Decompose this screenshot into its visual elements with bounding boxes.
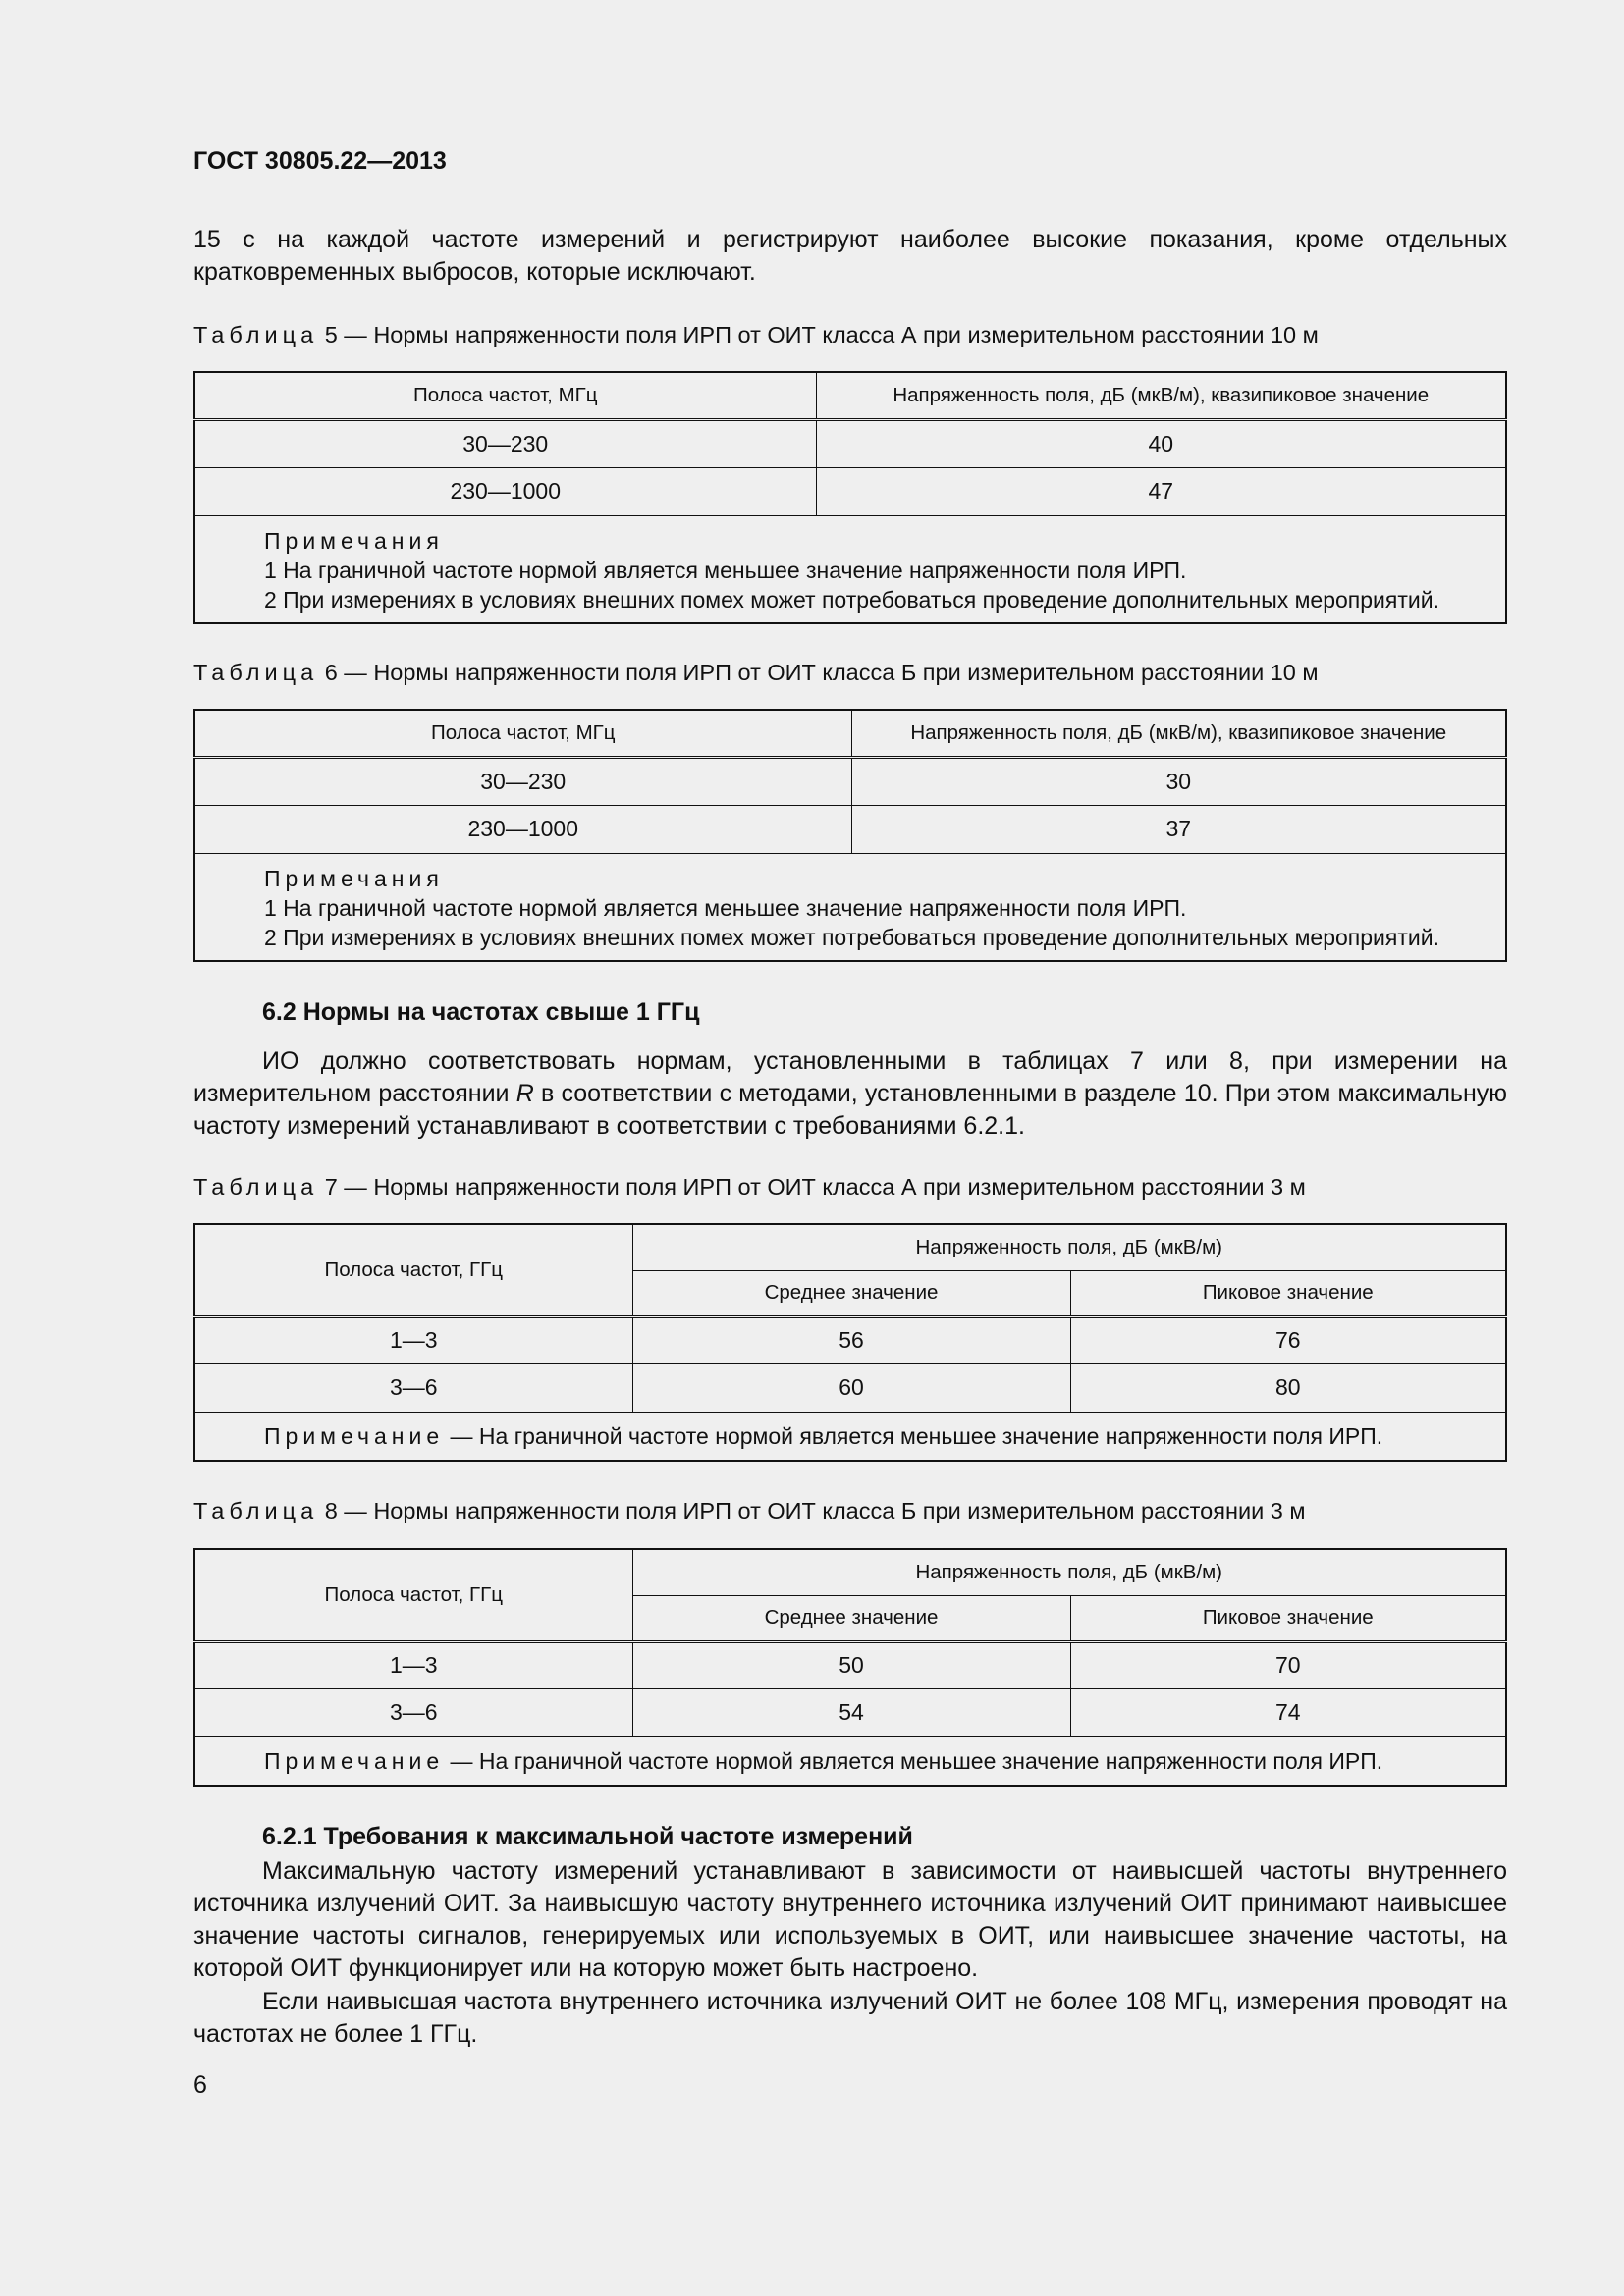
table-note-row <box>194 515 1506 623</box>
table-cell: 50 <box>632 1641 1070 1688</box>
table7-caption <box>193 1174 1306 1201</box>
table-cell: 30—230 <box>194 757 851 805</box>
table-header-cell: Среднее значение <box>632 1270 1070 1316</box>
table-header-cell: Полоса частот, ГГц <box>194 1549 632 1641</box>
table7-caption-word: Таблица <box>193 1174 319 1200</box>
table-cell: 30—230 <box>194 419 816 467</box>
note-title: Примечания <box>264 527 444 554</box>
note-line: 2 При измерениях в условиях внешних помех может потребоваться проведение дополнительных мероприятий. <box>264 924 1439 950</box>
table8-caption-word: Таблица <box>193 1498 319 1523</box>
note-title: Примечания <box>264 865 444 891</box>
table8-caption-text: 8 — Нормы напряженности поля ИРП от ОИТ класса Б при измерительном расстоянии 3 м <box>324 1498 1306 1523</box>
document-header: ГОСТ 30805.22—2013 <box>193 147 447 175</box>
section-6-2-1-paragraph-1: Максимальную частоту измерений устанавливают в зависимости от наивысшей частоты внутреннего источника излучений ОИТ. За наивысшую частоту внутреннего источника излучений ОИТ принимают наивысшее значение частоты сигналов, генерируемых или используемых в ОИТ, или наивысшее значение частоты, на которой ОИТ функционирует или на которую может быть настроено. <box>193 1857 1507 1982</box>
table-cell: 70 <box>1070 1641 1506 1688</box>
table-header-cell: Напряженность поля, дБ (мкВ/м), квазипиковое значение <box>816 372 1506 419</box>
table5-caption <box>193 322 1319 348</box>
table-header-cell: Напряженность поля, дБ (мкВ/м) <box>632 1224 1506 1270</box>
table-cell: 54 <box>632 1688 1070 1736</box>
table-note-row <box>194 1412 1506 1461</box>
table-cell: 37 <box>851 805 1506 853</box>
table-cell: 3—6 <box>194 1688 632 1736</box>
table5-caption-word: Таблица <box>193 322 319 347</box>
table-cell: 230—1000 <box>194 805 851 853</box>
table-cell: 74 <box>1070 1688 1506 1736</box>
table-note-row <box>194 1736 1506 1786</box>
page-number: 6 <box>193 2071 207 2099</box>
table-row <box>194 467 1506 515</box>
table6-caption-word: Таблица <box>193 660 319 685</box>
table-row <box>194 1363 1506 1412</box>
table-note <box>194 515 1506 623</box>
table-header-cell: Напряженность поля, дБ (мкВ/м), квазипиковое значение <box>851 710 1506 757</box>
table-header-cell: Среднее значение <box>632 1595 1070 1641</box>
table-header-row <box>194 1224 1506 1270</box>
table-cell: 3—6 <box>194 1363 632 1412</box>
note-title: Примечание <box>264 1422 445 1449</box>
table-header-cell: Полоса частот, ГГц <box>194 1224 632 1316</box>
table-note <box>194 853 1506 961</box>
table-header-cell: Пиковое значение <box>1070 1270 1506 1316</box>
section-6-2-1-paragraph-2: Если наивысшая частота внутреннего источника излучений ОИТ не более 108 МГц, измерения проводят на частотах не более 1 ГГц. <box>193 1988 1507 2048</box>
section-6-2-paragraph <box>193 1045 1507 1143</box>
table7-caption-text: 7 — Нормы напряженности поля ИРП от ОИТ класса А при измерительном расстоянии 3 м <box>324 1174 1306 1200</box>
table6-caption <box>193 660 1319 686</box>
table-header-cell: Полоса частот, МГц <box>194 710 851 757</box>
table-cell: 56 <box>632 1316 1070 1363</box>
section-6-2-text-r: R <box>515 1080 534 1107</box>
table-cell: 47 <box>816 467 1506 515</box>
table-cell: 1—3 <box>194 1641 632 1688</box>
note-line: 2 При измерениях в условиях внешних помех может потребоваться проведение дополнительных мероприятий. <box>264 586 1439 613</box>
table-cell: 76 <box>1070 1316 1506 1363</box>
table-note-row <box>194 853 1506 961</box>
table-cell: 60 <box>632 1363 1070 1412</box>
note-title: Примечание <box>264 1747 445 1774</box>
table8 <box>193 1548 1507 1787</box>
table-row <box>194 419 1506 467</box>
note-line: — На граничной частоте нормой является меньшее значение напряженности поля ИРП. <box>444 1747 1383 1774</box>
section-6-2-1-title: 6.2.1 Требования к максимальной частоте измерений <box>262 1823 913 1850</box>
table-header-cell: Напряженность поля, дБ (мкВ/м) <box>632 1549 1506 1595</box>
table-cell: 230—1000 <box>194 467 816 515</box>
table5 <box>193 371 1507 624</box>
table-cell: 30 <box>851 757 1506 805</box>
table-row <box>194 1316 1506 1363</box>
table-row <box>194 1688 1506 1736</box>
table8-caption <box>193 1498 1306 1524</box>
note-line: 1 На граничной частоте нормой является меньшее значение напряженности поля ИРП. <box>264 557 1187 583</box>
table-note <box>194 1736 1506 1786</box>
intro-paragraph: 15 с на каждой частоте измерений и регистрируют наиболее высокие показания, кроме отдельных кратковременных выбросов, которые исключают. <box>193 226 1507 286</box>
table5-caption-text: 5 — Нормы напряженности поля ИРП от ОИТ класса А при измерительном расстоянии 10 м <box>324 322 1319 347</box>
table6-caption-text: 6 — Нормы напряженности поля ИРП от ОИТ класса Б при измерительном расстоянии 10 м <box>324 660 1319 685</box>
table-row <box>194 1641 1506 1688</box>
table-note <box>194 1412 1506 1461</box>
table-row <box>194 757 1506 805</box>
table-cell: 40 <box>816 419 1506 467</box>
table6 <box>193 709 1507 962</box>
table7 <box>193 1223 1507 1462</box>
note-line: 1 На граничной частоте нормой является меньшее значение напряженности поля ИРП. <box>264 894 1187 921</box>
table-header-cell: Пиковое значение <box>1070 1595 1506 1641</box>
table-row <box>194 805 1506 853</box>
table-header-row <box>194 372 1506 419</box>
table-cell: 1—3 <box>194 1316 632 1363</box>
note-line: — На граничной частоте нормой является меньшее значение напряженности поля ИРП. <box>444 1422 1383 1449</box>
table-header-row <box>194 1549 1506 1595</box>
table-header-row <box>194 710 1506 757</box>
section-6-2-title: 6.2 Нормы на частотах свыше 1 ГГц <box>262 998 700 1026</box>
section-6-2-text-b: в соответствии с методами, установленными в разделе 10. При этом максимальную частоту измерений устанавливают в соответствии с требованиями 6.2.1. <box>193 1080 1508 1140</box>
table-header-cell: Полоса частот, МГц <box>194 372 816 419</box>
section-6-2-text-a: ИО должно соответствовать нормам, установленными в таблицах 7 или 8, при измерении на измерительном расстоянии <box>193 1047 1507 1107</box>
table-cell: 80 <box>1070 1363 1506 1412</box>
